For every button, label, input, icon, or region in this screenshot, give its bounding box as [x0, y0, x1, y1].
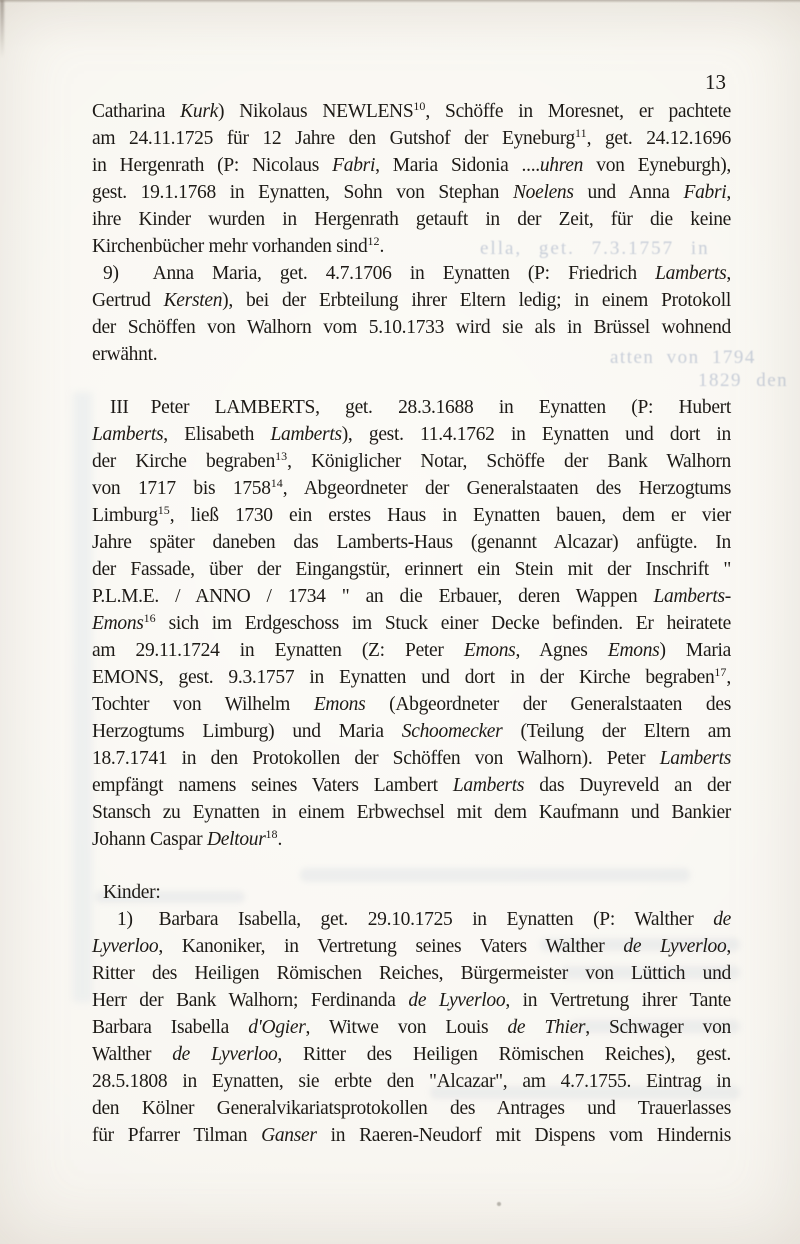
- text-line: ihre Kinder wurden in Hergenrath getauft in der Zeit, für die keine: [92, 209, 731, 230]
- text-line: Walther de Lyverloo, Ritter des Heiligen Römischen Reiches), gest.: [92, 1044, 731, 1065]
- footnote-reference: 13: [275, 449, 288, 463]
- ghost-fragment: atten von 1794: [610, 347, 756, 368]
- footnote-reference: 16: [143, 611, 156, 625]
- text-line: Emons$^{16}$ sich im Erdgeschoss im Stuck einer Decke befinden. Er heiratete: [92, 611, 731, 634]
- text-line: 28.5.1808 in Eynatten, sie erbte den "Alcazar", am 4.7.1755. Eintrag in: [92, 1071, 731, 1092]
- text-line: Jahre später daneben das Lamberts-Haus (genannt Alcazar) anfügte. In: [92, 532, 731, 553]
- page-number: 13: [705, 70, 726, 94]
- text-line: Kirchenbücher mehr vorhanden sind$^{12}$.: [92, 234, 385, 257]
- text-line: Gertrud Kersten), bei der Erbteilung ihrer Eltern ledig; in einem Protokoll: [92, 290, 731, 311]
- scan-edge-left-mark: [0, 0, 4, 58]
- scan-shadow-band: [73, 392, 92, 1002]
- text-line: Herzogtums Limburg) und Maria Schoomecker (Teilung der Eltern am: [92, 721, 731, 742]
- scan-speck: [497, 1202, 501, 1206]
- text-line: Lyverloo, Kanoniker, in Vertretung seines Vaters Walther de Lyverloo,: [92, 936, 731, 957]
- footnote-reference: 12: [367, 234, 380, 248]
- footnote-reference: 15: [157, 503, 170, 517]
- paragraph-iii-peter-lamberts: [92, 394, 731, 853]
- text-line: Barbara Isabella d'Ogier, Witwe von Louis de Thier, Schwager von: [92, 1017, 731, 1038]
- text-line: empfängt namens seines Vaters Lambert Lamberts das Duyreveld an der: [92, 775, 731, 796]
- text-line: Herr der Bank Walhorn; Ferdinanda de Lyverloo, in Vertretung ihrer Tante: [92, 990, 731, 1011]
- text-line: für Pfarrer Tilman Ganser in Raeren-Neudorf mit Dispens vom Hindernis: [92, 1125, 732, 1146]
- text-line: der Schöffen von Walhorn vom 5.10.1733 wird sie als in Brüssel wohnend: [92, 317, 731, 338]
- footnote-reference: 17: [714, 665, 727, 679]
- footnote-reference: 11: [575, 126, 587, 140]
- text-line: am 29.11.1724 in Eynatten (Z: Peter Emons, Agnes Emons) Maria: [92, 640, 731, 661]
- footnote-reference: 14: [270, 476, 283, 490]
- text-line: der Fassade, über der Eingangstür, erinnert ein Stein mit der Inschrift ": [92, 559, 731, 580]
- text-line: Ritter des Heiligen Römischen Reiches, Bürgermeister von Lüttich und: [92, 963, 731, 984]
- text-line: Limburg$^{15}$, ließ 1730 ein erstes Haus in Eynatten bauen, dem er vier: [92, 503, 731, 526]
- text-line: Catharina Kurk) Nikolaus NEWLENS$^{10}$, Schöffe in Moresnet, er pachtete: [92, 99, 731, 122]
- text-line: erwähnt.: [92, 344, 158, 365]
- ghost-fragment: 1829 den: [698, 370, 789, 391]
- text-line: von 1717 bis 1758$^{14}$, Abgeordneter der Generalstaaten des Herzogtums: [92, 476, 731, 499]
- paragraph-continuation-newlens: [92, 98, 731, 260]
- text-line: Johann Caspar Deltour$^{18}$.: [92, 827, 283, 850]
- text-line: am 24.11.1725 für 12 Jahre den Gutshof der Eyneburg$^{11}$, get. 24.12.1696: [92, 126, 731, 149]
- footnote-reference: 18: [265, 827, 278, 841]
- text-line: P.L.M.E. / ANNO / 1734 " an die Erbauer, deren Wappen Lamberts-: [92, 586, 731, 607]
- text-line: 18.7.1741 in den Protokollen der Schöffen von Walhorn). Peter Lamberts: [92, 748, 731, 769]
- footnote-reference: 10: [413, 99, 426, 113]
- scan-edge-top: [0, 0, 800, 3]
- text-line: III Peter LAMBERTS, get. 28.3.1688 in Eynatten (P: Hubert: [110, 397, 731, 418]
- text-line: Kinder:: [103, 882, 161, 903]
- text-line: 1) Barbara Isabella, get. 29.10.1725 in Eynatten (P: Walther de: [117, 909, 731, 930]
- text-line: der Kirche begraben$^{13}$, Königlicher Notar, Schöffe der Bank Walhorn: [92, 449, 731, 472]
- text-line: Lamberts, Elisabeth Lamberts), gest. 11.4.1762 in Eynatten und dort in: [92, 424, 732, 445]
- text-line: in Hergenrath (P: Nicolaus Fabri, Maria Sidonia ....uhren von Eyneburgh),: [92, 155, 731, 176]
- text-line: EMONS, gest. 9.3.1757 in Eynatten und dort in der Kirche begraben$^{17}$,: [92, 665, 731, 688]
- text-line: Stansch zu Eynatten in einem Erbwechsel mit dem Kaufmann und Bankier: [92, 802, 731, 823]
- text-line: gest. 19.1.1768 in Eynatten, Sohn von Stephan Noelens und Anna Fabri,: [92, 182, 731, 203]
- text-line: Tochter von Wilhelm Emons (Abgeordneter der Generalstaaten des: [92, 694, 731, 715]
- paragraph-kinder-heading: [92, 879, 731, 906]
- text-line: den Kölner Generalvikariatsprotokollen des Antrages und Trauerlasses: [92, 1098, 731, 1119]
- ghost-fragment: ella, get. 7.3.1757 in: [480, 238, 710, 259]
- paragraph-child-1-barbara-isabella: [92, 906, 731, 1149]
- text-line: 9) Anna Maria, get. 4.7.1706 in Eynatten (P: Friedrich Lamberts,: [103, 263, 731, 284]
